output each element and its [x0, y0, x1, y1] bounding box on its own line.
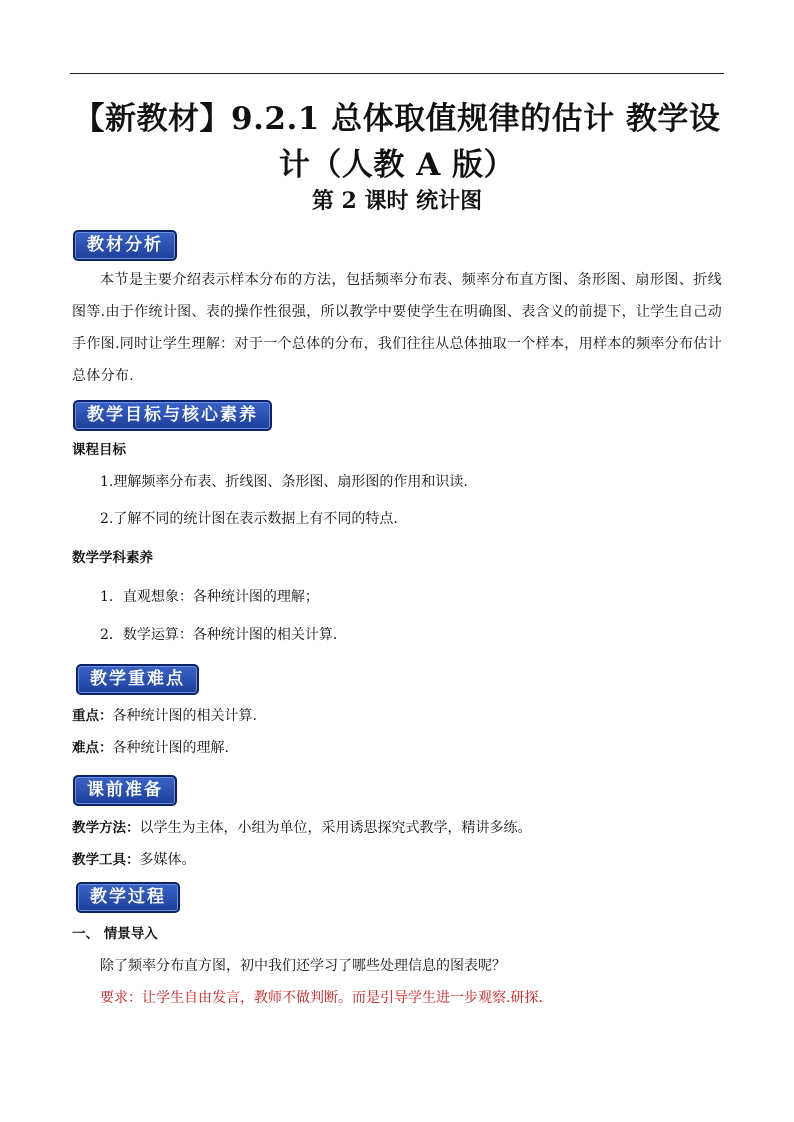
- teaching-tool-label: 教学工具：: [72, 852, 140, 868]
- key-point-line: [72, 706, 257, 726]
- section-badge-key-points: 教学重难点: [76, 664, 199, 695]
- section-badge-goals: 教学目标与核心素养: [73, 400, 272, 431]
- step1-heading: 一、 情景导入: [72, 926, 158, 942]
- difficulty-text: 各种统计图的理解.: [112, 740, 229, 756]
- step1-question: 除了频率分布直方图，初中我们还学习了哪些处理信息的图表呢？: [100, 958, 506, 974]
- document-subtitle: 第 2 课时 统计图: [311, 188, 483, 214]
- course-goal-item: 1.理解频率分布表、折线图、条形图、扇形图的作用和识读.: [100, 474, 468, 490]
- literacy-item: 2．数学运算：各种统计图的相关计算.: [100, 627, 338, 643]
- difficulty-label: 难点：: [72, 740, 113, 756]
- teaching-tool-text: 多媒体。: [139, 852, 196, 868]
- teaching-tool-line: [72, 850, 196, 870]
- teaching-method-line: [72, 818, 532, 838]
- difficulty-line: [72, 738, 229, 758]
- teaching-method-label: 教学方法：: [72, 820, 140, 836]
- literacy-item: 1．直观想象：各种统计图的理解；: [100, 589, 319, 605]
- section-badge-material-analysis: 教材分析: [73, 230, 177, 261]
- step1-requirement: 要求：让学生自由发言，教师不做判断。而是引导学生进一步观察.研探.: [100, 990, 543, 1006]
- literacy-heading: 数学学科素养: [72, 550, 153, 566]
- key-point-label: 重点：: [72, 708, 113, 724]
- section-badge-preparation: 课前准备: [73, 775, 177, 806]
- key-point-text: 各种统计图的相关计算.: [112, 708, 257, 724]
- course-goal-item: 2.了解不同的统计图在表示数据上有不同的特点.: [100, 511, 398, 527]
- teaching-method-text: 以学生为主体，小组为单位，采用诱思探究式教学，精讲多练。: [139, 820, 532, 836]
- section-badge-process: 教学过程: [76, 882, 180, 913]
- header-rule: [70, 73, 724, 74]
- course-goal-heading: 课程目标: [72, 442, 126, 458]
- document-title: 【新教材】9.2.1 总体取值规律的估计 教学设计（人教 A 版）: [73, 101, 721, 183]
- material-analysis-text: 本节是主要介绍表示样本分布的方法，包括频率分布表、频率分布直方图、条形图、扇形图、折线图等.由于作统计图、表的操作性很强，所以教学中要使学生在明确图、表含义的前提下，让学生自己动手作图.同时让学生理解：对于一个总体的分布，我们往往从总体抽取一个样本，用样本的频率分布估计总体分布.: [72, 272, 722, 384]
